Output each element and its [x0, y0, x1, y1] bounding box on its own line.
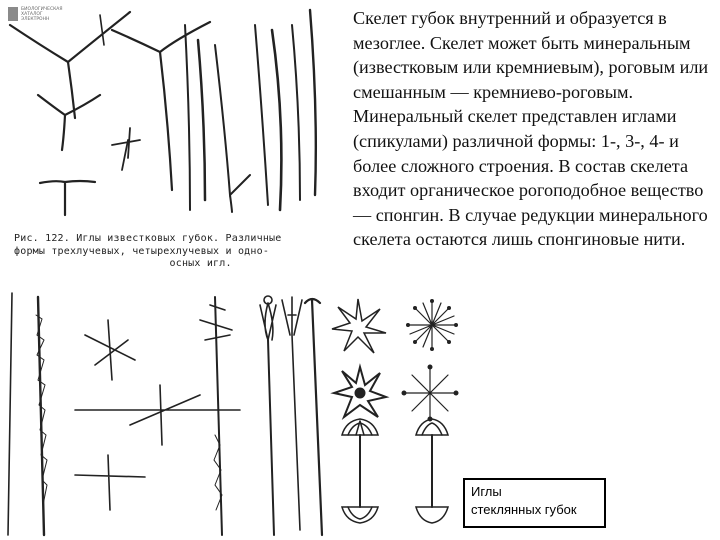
- anchor-spicule: [305, 299, 322, 535]
- triradiate-spicule: [10, 12, 130, 118]
- figure-caption: [14, 233, 329, 271]
- triradiate-spicule: [40, 181, 95, 215]
- rosette-spicule: [334, 367, 386, 417]
- discohexaster-spicule: [406, 299, 458, 351]
- triradiate-spicule: [38, 95, 100, 150]
- hexactine-spicule: [75, 455, 145, 510]
- glass-sponge-label: [463, 478, 606, 528]
- rod-spicule: [215, 297, 222, 535]
- rod-spicule: [8, 293, 12, 535]
- publisher-logo: [8, 5, 78, 25]
- cluster-spicule: [282, 297, 302, 530]
- oxyhexaster-spicule: [402, 365, 459, 422]
- logo-text: БИОЛОГИЧЕСКАЯ ХАТАЛОГ ЭЛЕКТРОНН: [21, 7, 63, 22]
- monaxon-spicule: [310, 10, 316, 195]
- monaxon-spicule: [292, 25, 300, 200]
- monaxon-spicule: [215, 45, 250, 212]
- triradiate-spicule: [112, 22, 210, 190]
- monaxon-spicule: [185, 25, 190, 210]
- label-line: стеклянных губок: [471, 502, 577, 517]
- monaxon-spicule: [272, 30, 281, 210]
- main-paragraph: Скелет губок внутренний и образуется в мезоглее. Скелет может быть минеральным (известковым или кремниевым), роговым или смешанным — кремниево-роговым. Минеральный скелет представлен иглами (спикулами) различной формы: 1-, 3-, 4- и более сложного строения. В состав скелета входит органическое рогоподобное вещество — спонгин. В случае редукции минерального скелета остаются лишь спонгиновые нити.: [353, 8, 709, 250]
- hexactine-spicule: [85, 320, 135, 380]
- glass-sponge-spicules-figure: [0, 285, 470, 540]
- monaxon-spicule: [255, 25, 268, 205]
- umbel-spicule: [260, 303, 276, 340]
- logo-mark: [8, 7, 18, 21]
- amphidisc-spicule: [416, 419, 448, 523]
- caption-line: Рис. 122. Иглы известковых губок. Различные: [14, 233, 282, 244]
- monaxon-spicule: [100, 15, 104, 45]
- label-line: Иглы: [471, 484, 502, 499]
- monaxon-spicule: [198, 40, 205, 200]
- caption-line: формы трехлучевых, четырехлучевых и одно-: [14, 245, 270, 257]
- amphidisc-spicule: [342, 419, 378, 523]
- caption-line: осных игл.: [14, 258, 232, 269]
- rosette-spicule: [332, 299, 386, 353]
- tetraradiate-spicule: [112, 128, 140, 170]
